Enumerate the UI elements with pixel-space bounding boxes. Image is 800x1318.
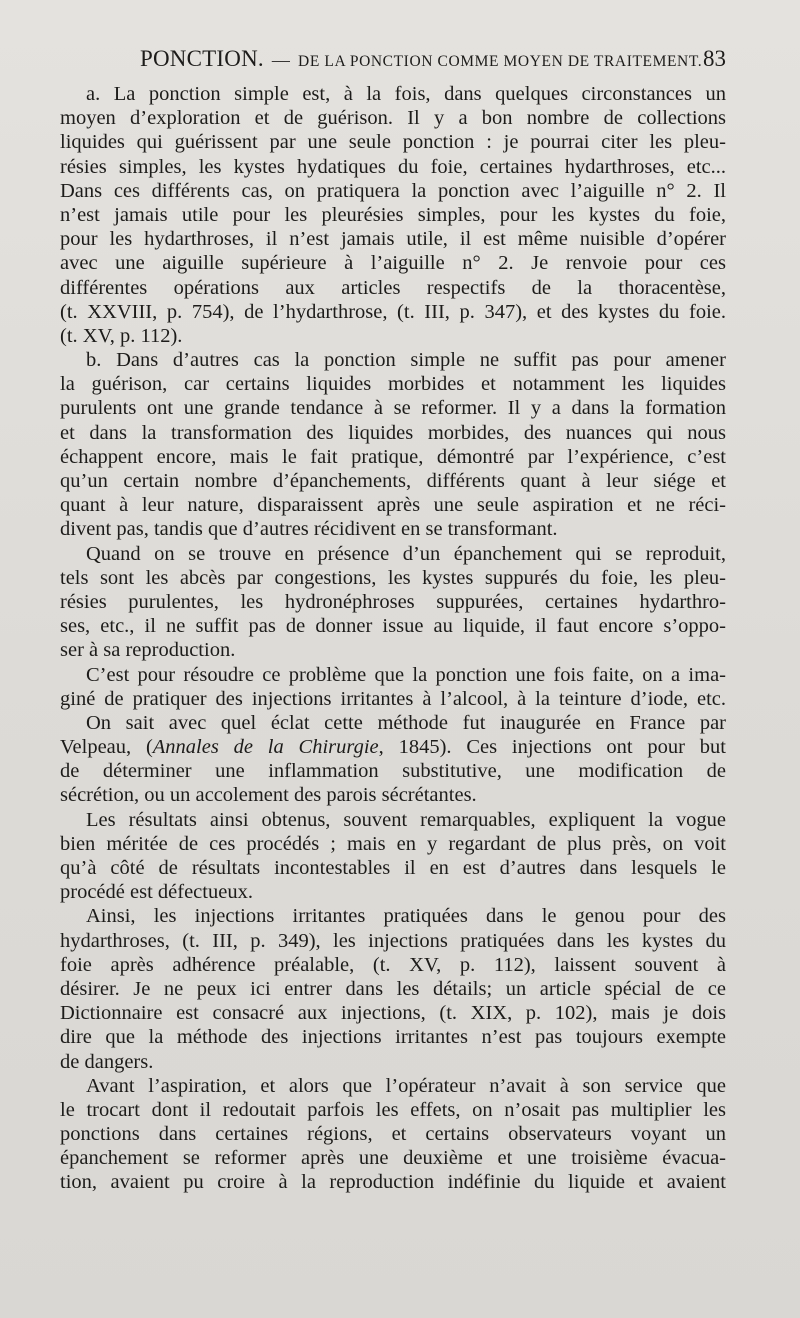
text-line: purulents ont une grande tendance à se reformer. Il y a dans la formation [60, 397, 726, 420]
text-line: échappent encore, mais le fait pratique, démontré par l’expérience, c’est [60, 445, 726, 468]
text-line: Les résultats ainsi obtenus, souvent remarquables, expliquent la vogue [86, 808, 726, 831]
text-line: le trocart dont il redoutait parfois les effets, on n’osait pas multiplier les [60, 1098, 726, 1121]
text-line: C’est pour résoudre ce problème que la ponction une fois faite, on a ima- [86, 663, 726, 686]
text-line: ponctions dans certaines régions, et certains observateurs voyant un [60, 1123, 726, 1146]
text-line: et dans la transformation des liquides morbides, des nuances qui nous [60, 421, 726, 444]
text-line: qu’à côté de résultats incontestables il en est d’autres dans lesquels le [60, 857, 726, 879]
text-line: Dictionnaire est consacré aux injections, (t. XIX, p. 102), mais je dois [60, 1002, 726, 1025]
text-line: différentes opérations aux articles respectifs de la thoracentèse, [60, 276, 726, 299]
text-line: sécrétion, ou un accolement des parois sécrétantes. [60, 784, 477, 807]
text-line: foie après adhérence préalable, (t. XV, p. 112), laissent souvent à [60, 953, 726, 976]
header-subtitle: DE LA PONCTION COMME MOYEN DE TRAITEMENT. [298, 53, 703, 70]
text-line: ser à sa reproduction. [60, 639, 236, 662]
text-line: quant à leur nature, disparaissent après une seule aspiration et ne réci- [60, 494, 726, 517]
text-line: Velpeau, (Annales de la Chirurgie, 1845). Ces injections ont pour but [60, 736, 726, 759]
text-line: épanchement se reformer après une deuxième et une troisième évacua- [60, 1147, 726, 1170]
text-line: bien méritée de ces procédés ; mais en y regardant de plus près, on voit [60, 832, 726, 855]
text-line: a. La ponction simple est, à la fois, dans quelques circonstances un [86, 83, 726, 105]
header-section-label: PONCTION. [140, 46, 264, 71]
text-line: giné de pratiquer des injections irritantes à l’alcool, à la teinture d’iode, etc. [60, 687, 726, 710]
header-dash: — [271, 50, 291, 70]
text-line: n’est jamais utile pour les pleurésies simples, pour les kystes du foie, [60, 203, 726, 226]
text-line: Avant l’aspiration, et alors que l’opérateur n’avait à son service que [86, 1074, 726, 1097]
text-line: la guérison, car certains liquides morbides et notamment les liquides [60, 373, 726, 396]
text-line: On sait avec quel éclat cette méthode fut inaugurée en France par [86, 711, 726, 734]
text-line: hydarthroses, (t. III, p. 349), les injections pratiquées dans les kystes du [60, 929, 726, 952]
body-text [60, 82, 726, 1195]
text-line: dire que la méthode des injections irritantes n’est pas toujours exempte [60, 1026, 726, 1049]
journal-title: Annales de la Chirurgie [152, 736, 379, 759]
text-line: liquides qui guérissent par une seule ponction : je pourrai citer les pleu- [60, 131, 726, 154]
text-line: procédé est défectueux. [60, 881, 253, 904]
text-line: désirer. Je ne peux ici entrer dans les détails; un article spécial de ce [60, 977, 726, 1000]
text-line: résies purulentes, les hydronéphroses suppurées, certaines hydarthro- [60, 590, 726, 613]
text-line: pour les hydarthroses, il n’est jamais utile, il est même nuisible d’opérer [60, 228, 726, 251]
text-line: de dangers. [60, 1050, 154, 1073]
text-line: Ainsi, les injections irritantes pratiquées dans le genou pour des [86, 905, 726, 928]
text-line: qu’un certain nombre d’épanchements, différents quant à leur siége et [60, 470, 726, 492]
page-number: 83 [703, 46, 726, 71]
text-line: Dans ces différents cas, on pratiquera la ponction avec l’aiguille n° 2. Il [60, 179, 726, 202]
text-line: tion, avaient pu croire à la reproduction indéfinie du liquide et avaient [60, 1171, 726, 1194]
text-line: résies simples, les kystes hydatiques du foie, certaines hydarthroses, etc... [60, 155, 726, 178]
text-line: divent pas, tandis que d’autres récidivent en se transformant. [60, 518, 558, 541]
text-line: b. Dans d’autres cas la ponction simple ne suffit pas pour amener [86, 349, 726, 372]
text-line: moyen d’exploration et de guérison. Il y a bon nombre de collections [60, 107, 726, 130]
text-line: (t. XV, p. 112). [60, 324, 183, 347]
text-line: ses, etc., il ne suffit pas de donner issue au liquide, il faut encore s’oppo- [60, 615, 726, 638]
text-line: Quand on se trouve en présence d’un épanchement qui se reproduit, [86, 542, 726, 565]
text-line: (t. XXVIII, p. 754), de l’hydarthrose, (t. III, p. 347), et des kystes du foie. [60, 300, 726, 323]
text-line: avec une aiguille supérieure à l’aiguille n° 2. Je renvoie pour ces [60, 252, 726, 275]
running-header [60, 42, 726, 76]
header-section-title [140, 42, 702, 79]
text-line: de déterminer une inflammation substitutive, une modification de [60, 760, 726, 783]
text-line: tels sont les abcès par congestions, les kystes suppurés du foie, les pleu- [60, 566, 726, 589]
